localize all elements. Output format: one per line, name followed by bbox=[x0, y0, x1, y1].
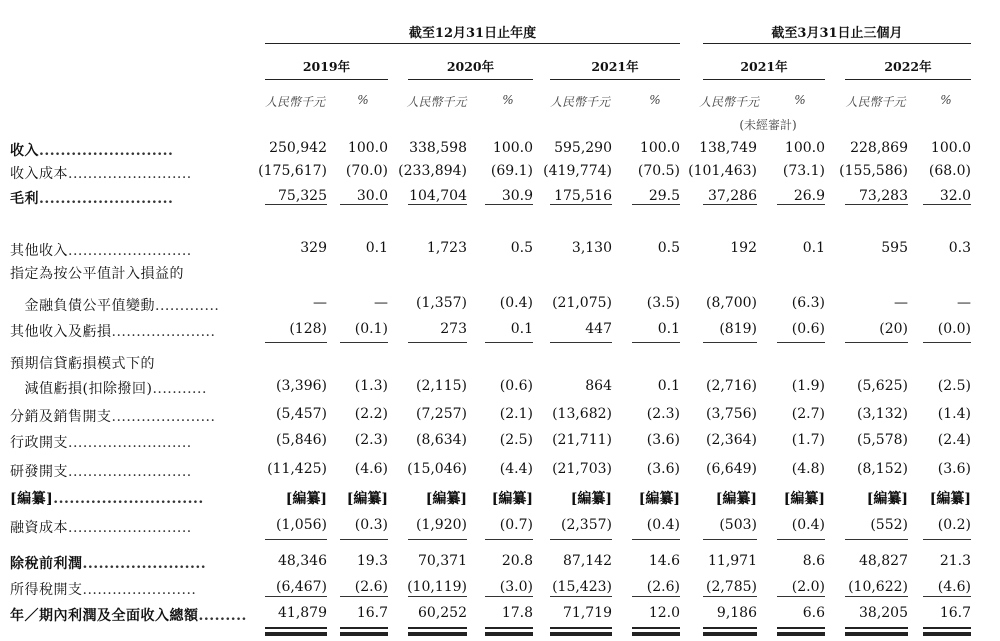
subtotal-rule bbox=[485, 539, 533, 540]
percent-cell: 0.1 bbox=[365, 240, 388, 256]
amount-cell: 595 bbox=[881, 240, 908, 256]
percent-cell: 21.3 bbox=[939, 553, 971, 569]
row-label bbox=[10, 163, 192, 183]
total-double-rule bbox=[550, 627, 612, 636]
percent-cell: 19.3 bbox=[356, 553, 388, 569]
amount-cell: (7,257) bbox=[415, 406, 467, 422]
percent-cell: 12.0 bbox=[648, 605, 680, 621]
amount-cell: 70,371 bbox=[418, 553, 467, 569]
row-label-leader: ..................... bbox=[111, 409, 216, 425]
percent-cell: 30.9 bbox=[501, 188, 533, 204]
unit-pct-label: % bbox=[649, 93, 661, 107]
subtotal-rule bbox=[923, 204, 971, 205]
amount-cell: 338,598 bbox=[409, 140, 467, 156]
amount-cell: — bbox=[313, 295, 327, 311]
percent-cell: 14.6 bbox=[648, 553, 680, 569]
total-double-rule bbox=[703, 627, 757, 636]
unit-rmb-label: 人民幣千元 bbox=[549, 95, 610, 109]
subtotal-rule bbox=[340, 539, 388, 540]
row-label-leader: ....................... bbox=[82, 556, 207, 572]
amount-cell: (20) bbox=[879, 321, 908, 337]
row-label-text: 收入成本 bbox=[10, 166, 68, 182]
row-label-text: 指定為按公平值計入損益的 bbox=[10, 266, 184, 282]
percent-cell: (2.2) bbox=[354, 406, 388, 422]
percent-cell: (0.4) bbox=[646, 517, 680, 533]
subtotal-rule bbox=[550, 596, 612, 597]
year-rule bbox=[265, 79, 388, 80]
amount-cell: 447 bbox=[585, 321, 612, 337]
year-header: 2019年 bbox=[302, 59, 351, 74]
percent-cell: 100.0 bbox=[347, 140, 388, 156]
amount-cell: 48,346 bbox=[278, 553, 327, 569]
amount-cell: (128) bbox=[289, 321, 327, 337]
subtotal-rule bbox=[777, 342, 825, 343]
amount-cell: 60,252 bbox=[418, 605, 467, 621]
percent-cell: [編纂] bbox=[346, 491, 388, 507]
percent-cell: (0.4) bbox=[499, 295, 533, 311]
percent-cell: (0.4) bbox=[791, 517, 825, 533]
percent-cell: 16.7 bbox=[356, 605, 388, 621]
year-rule bbox=[703, 79, 825, 80]
percent-cell: [編纂] bbox=[491, 491, 533, 507]
percent-cell: (2.7) bbox=[791, 406, 825, 422]
year-header: 2021年 bbox=[740, 59, 788, 74]
subtotal-rule bbox=[777, 539, 825, 540]
group-title-quarter: 截至3月31日止三個月 bbox=[771, 26, 903, 41]
year-header: 2020年 bbox=[446, 59, 495, 74]
subtotal-rule bbox=[923, 539, 971, 540]
row-label-text: 除稅前利潤 bbox=[10, 556, 83, 572]
amount-cell: (10,119) bbox=[407, 579, 467, 595]
row-label-leader: ....................... bbox=[82, 582, 197, 598]
amount-cell: (2,357) bbox=[560, 517, 612, 533]
amount-cell: (503) bbox=[719, 517, 757, 533]
amount-cell: (552) bbox=[870, 517, 908, 533]
amount-cell: 11,971 bbox=[708, 553, 757, 569]
total-double-rule bbox=[340, 627, 388, 636]
amount-cell: [編纂] bbox=[425, 491, 467, 507]
percent-cell: 26.9 bbox=[793, 188, 825, 204]
amount-cell: [編纂] bbox=[715, 491, 757, 507]
unit-rmb-label: 人民幣千元 bbox=[264, 95, 325, 109]
percent-cell: (70.5) bbox=[637, 163, 680, 179]
amount-cell: (5,578) bbox=[856, 432, 908, 448]
row-label bbox=[10, 579, 196, 599]
row-label-text: 年／期內利潤及全面收入總額 bbox=[10, 608, 199, 624]
row-label-leader: ......................... bbox=[68, 166, 192, 182]
amount-cell: 41,879 bbox=[278, 605, 327, 621]
amount-cell: (2,785) bbox=[705, 579, 757, 595]
amount-cell: (419,774) bbox=[543, 163, 612, 179]
amount-cell: 273 bbox=[440, 321, 467, 337]
amount-cell: (2,364) bbox=[705, 432, 757, 448]
row-label-text: 其他收入 bbox=[10, 243, 68, 259]
amount-cell: 73,283 bbox=[859, 188, 908, 204]
percent-cell: — bbox=[957, 295, 971, 311]
amount-cell: 329 bbox=[300, 240, 327, 256]
row-label-leader: ......... bbox=[198, 608, 247, 624]
unit-rmb-label: 人民幣千元 bbox=[845, 95, 906, 109]
row-label bbox=[10, 378, 207, 398]
row-label bbox=[10, 353, 155, 373]
percent-cell: (2.1) bbox=[499, 406, 533, 422]
subtotal-rule bbox=[845, 204, 908, 205]
subtotal-rule bbox=[923, 596, 971, 597]
subtotal-rule bbox=[632, 204, 680, 205]
percent-cell: — bbox=[374, 295, 388, 311]
amount-cell: [編纂] bbox=[570, 491, 612, 507]
amount-cell: (21,703) bbox=[552, 461, 612, 477]
percent-cell: (0.1) bbox=[354, 321, 388, 337]
unaudited-note: (未經審計) bbox=[739, 118, 797, 132]
total-double-rule bbox=[408, 627, 467, 636]
percent-cell: (6.3) bbox=[791, 295, 825, 311]
amount-cell: (8,634) bbox=[415, 432, 467, 448]
amount-cell: 104,704 bbox=[409, 188, 467, 204]
subtotal-rule bbox=[408, 342, 467, 343]
amount-cell: (5,457) bbox=[275, 406, 327, 422]
row-label-leader: ......................... bbox=[68, 435, 192, 451]
subtotal-rule bbox=[845, 342, 908, 343]
row-label-leader: ..................... bbox=[111, 324, 216, 340]
row-label-text: 毛利 bbox=[10, 191, 39, 207]
amount-cell: 175,516 bbox=[554, 188, 612, 204]
row-label-text: 收入 bbox=[10, 143, 39, 159]
amount-cell: (101,463) bbox=[688, 163, 757, 179]
percent-cell: [編纂] bbox=[638, 491, 680, 507]
percent-cell: (0.2) bbox=[937, 517, 971, 533]
row-label-leader: ......................... bbox=[39, 143, 174, 159]
amount-cell: (3,132) bbox=[856, 406, 908, 422]
row-label-text: 研發開支 bbox=[10, 464, 68, 480]
total-double-rule bbox=[632, 627, 680, 636]
percent-cell: (1.4) bbox=[937, 406, 971, 422]
year-rule bbox=[408, 79, 533, 80]
amount-cell: (15,423) bbox=[552, 579, 612, 595]
group-rule-quarter bbox=[703, 43, 971, 44]
subtotal-rule bbox=[485, 596, 533, 597]
amount-cell: (1,056) bbox=[275, 517, 327, 533]
amount-cell: 87,142 bbox=[563, 553, 612, 569]
percent-cell: (3.6) bbox=[646, 432, 680, 448]
percent-cell: 100.0 bbox=[784, 140, 825, 156]
amount-cell: 71,719 bbox=[563, 605, 612, 621]
unit-pct-label: % bbox=[794, 93, 806, 107]
row-label bbox=[10, 432, 192, 452]
row-label bbox=[10, 461, 192, 481]
unit-pct-label: % bbox=[502, 93, 514, 107]
percent-cell: (2.6) bbox=[646, 579, 680, 595]
subtotal-rule bbox=[485, 204, 533, 205]
subtotal-rule bbox=[703, 204, 757, 205]
subtotal-rule bbox=[265, 596, 327, 597]
amount-cell: (155,586) bbox=[839, 163, 908, 179]
percent-cell: 17.8 bbox=[501, 605, 533, 621]
row-label bbox=[10, 188, 173, 208]
percent-cell: 20.8 bbox=[501, 553, 533, 569]
subtotal-rule bbox=[703, 342, 757, 343]
percent-cell: 0.3 bbox=[948, 240, 971, 256]
percent-cell: (1.9) bbox=[791, 378, 825, 394]
amount-cell: (819) bbox=[719, 321, 757, 337]
amount-cell: (175,617) bbox=[258, 163, 327, 179]
row-label-leader: ............................ bbox=[53, 491, 204, 507]
percent-cell: 8.6 bbox=[802, 553, 825, 569]
row-label bbox=[10, 553, 206, 573]
percent-cell: (4.8) bbox=[791, 461, 825, 477]
group-rule-annual bbox=[265, 43, 680, 44]
row-label-leader: ............. bbox=[155, 298, 220, 314]
amount-cell: 228,869 bbox=[850, 140, 908, 156]
percent-cell: (2.6) bbox=[354, 579, 388, 595]
subtotal-rule bbox=[340, 342, 388, 343]
amount-cell: (11,425) bbox=[267, 461, 327, 477]
percent-cell: 16.7 bbox=[939, 605, 971, 621]
year-header: 2022年 bbox=[884, 59, 932, 74]
percent-cell: (0.6) bbox=[791, 321, 825, 337]
percent-cell: (4.4) bbox=[499, 461, 533, 477]
row-label bbox=[10, 240, 192, 260]
amount-cell: (21,711) bbox=[552, 432, 612, 448]
row-label bbox=[10, 295, 219, 315]
total-double-rule bbox=[485, 627, 533, 636]
amount-cell: 250,942 bbox=[269, 140, 327, 156]
percent-cell: [編纂] bbox=[929, 491, 971, 507]
subtotal-rule bbox=[340, 596, 388, 597]
subtotal-rule bbox=[632, 539, 680, 540]
amount-cell: (10,622) bbox=[848, 579, 908, 595]
row-label-text: 減值虧損(扣除撥回) bbox=[10, 381, 153, 397]
subtotal-rule bbox=[265, 539, 327, 540]
subtotal-rule bbox=[777, 596, 825, 597]
amount-cell: 595,290 bbox=[554, 140, 612, 156]
row-label bbox=[10, 406, 215, 426]
amount-cell: 38,205 bbox=[859, 605, 908, 621]
subtotal-rule bbox=[632, 342, 680, 343]
amount-cell: 9,186 bbox=[716, 605, 757, 621]
row-label-leader: ......................... bbox=[68, 464, 192, 480]
subtotal-rule bbox=[845, 596, 908, 597]
row-label bbox=[10, 605, 247, 625]
percent-cell: 100.0 bbox=[492, 140, 533, 156]
subtotal-rule bbox=[340, 204, 388, 205]
percent-cell: 0.1 bbox=[657, 378, 680, 394]
amount-cell: (5,846) bbox=[275, 432, 327, 448]
row-label-text: 融資成本 bbox=[10, 520, 68, 536]
percent-cell: (4.6) bbox=[937, 579, 971, 595]
subtotal-rule bbox=[408, 204, 467, 205]
percent-cell: (68.0) bbox=[928, 163, 971, 179]
row-label-leader: ......................... bbox=[68, 243, 192, 259]
subtotal-rule bbox=[265, 204, 327, 205]
percent-cell: (2.4) bbox=[937, 432, 971, 448]
row-label bbox=[10, 517, 192, 537]
amount-cell: 864 bbox=[585, 378, 612, 394]
row-label-text: 金融負債公平值變動 bbox=[10, 298, 155, 314]
total-double-rule bbox=[845, 627, 908, 636]
percent-cell: (2.5) bbox=[499, 432, 533, 448]
amount-cell: (2,716) bbox=[705, 378, 757, 394]
amount-cell: — bbox=[894, 295, 908, 311]
percent-cell: (1.3) bbox=[354, 378, 388, 394]
amount-cell: 138,749 bbox=[699, 140, 757, 156]
row-label-text: 預期信貸虧損模式下的 bbox=[10, 356, 155, 372]
subtotal-rule bbox=[632, 596, 680, 597]
amount-cell: (21,075) bbox=[552, 295, 612, 311]
percent-cell: 0.5 bbox=[657, 240, 680, 256]
amount-cell: (15,046) bbox=[407, 461, 467, 477]
amount-cell: 3,130 bbox=[571, 240, 612, 256]
percent-cell: 0.1 bbox=[510, 321, 533, 337]
percent-cell: 0.5 bbox=[510, 240, 533, 256]
percent-cell: (70.0) bbox=[345, 163, 388, 179]
percent-cell: (4.6) bbox=[354, 461, 388, 477]
percent-cell: (3.6) bbox=[937, 461, 971, 477]
amount-cell: 37,286 bbox=[708, 188, 757, 204]
percent-cell: 100.0 bbox=[930, 140, 971, 156]
amount-cell: (3,756) bbox=[705, 406, 757, 422]
row-label bbox=[10, 321, 215, 341]
row-label-leader: ........... bbox=[152, 381, 207, 397]
row-label-leader: ......................... bbox=[68, 520, 192, 536]
row-label bbox=[10, 140, 173, 160]
percent-cell: (0.6) bbox=[499, 378, 533, 394]
unit-pct-label: % bbox=[357, 93, 369, 107]
amount-cell: 48,827 bbox=[859, 553, 908, 569]
total-double-rule bbox=[265, 627, 327, 636]
subtotal-rule bbox=[485, 342, 533, 343]
unit-pct-label: % bbox=[940, 93, 952, 107]
percent-cell: 30.0 bbox=[356, 188, 388, 204]
subtotal-rule bbox=[703, 539, 757, 540]
amount-cell: (3,396) bbox=[275, 378, 327, 394]
percent-cell: (3.6) bbox=[646, 461, 680, 477]
percent-cell: (2.3) bbox=[354, 432, 388, 448]
year-rule bbox=[550, 79, 680, 80]
unit-rmb-label: 人民幣千元 bbox=[406, 95, 467, 109]
percent-cell: (3.0) bbox=[499, 579, 533, 595]
percent-cell: (73.1) bbox=[782, 163, 825, 179]
year-header: 2021年 bbox=[591, 59, 639, 74]
subtotal-rule bbox=[845, 539, 908, 540]
percent-cell: 6.6 bbox=[802, 605, 825, 621]
amount-cell: (6,467) bbox=[275, 579, 327, 595]
row-label-text: 行政開支 bbox=[10, 435, 68, 451]
unit-rmb-label: 人民幣千元 bbox=[698, 95, 759, 109]
percent-cell: [編纂] bbox=[783, 491, 825, 507]
row-label-text: 其他收入及虧損 bbox=[10, 324, 112, 340]
total-double-rule bbox=[923, 627, 971, 636]
subtotal-rule bbox=[550, 204, 612, 205]
percent-cell: 29.5 bbox=[648, 188, 680, 204]
amount-cell: (13,682) bbox=[552, 406, 612, 422]
subtotal-rule bbox=[550, 342, 612, 343]
percent-cell: (0.3) bbox=[354, 517, 388, 533]
row-label bbox=[10, 488, 204, 508]
percent-cell: (2.3) bbox=[646, 406, 680, 422]
percent-cell: 0.1 bbox=[802, 240, 825, 256]
subtotal-rule bbox=[923, 342, 971, 343]
amount-cell: (8,700) bbox=[705, 295, 757, 311]
group-title-annual: 截至12月31日止年度 bbox=[408, 26, 537, 41]
row-label-leader: ......................... bbox=[39, 191, 174, 207]
amount-cell: (1,357) bbox=[415, 295, 467, 311]
percent-cell: (1.7) bbox=[791, 432, 825, 448]
percent-cell: (69.1) bbox=[490, 163, 533, 179]
subtotal-rule bbox=[703, 596, 757, 597]
amount-cell: (5,625) bbox=[856, 378, 908, 394]
percent-cell: (2.5) bbox=[937, 378, 971, 394]
percent-cell: (2.0) bbox=[791, 579, 825, 595]
amount-cell: (2,115) bbox=[415, 378, 467, 394]
subtotal-rule bbox=[265, 342, 327, 343]
amount-cell: (233,894) bbox=[398, 163, 467, 179]
amount-cell: [編纂] bbox=[285, 491, 327, 507]
subtotal-rule bbox=[550, 539, 612, 540]
percent-cell: (0.0) bbox=[937, 321, 971, 337]
percent-cell: (3.5) bbox=[646, 295, 680, 311]
subtotal-rule bbox=[777, 204, 825, 205]
percent-cell: 100.0 bbox=[639, 140, 680, 156]
amount-cell: 192 bbox=[730, 240, 757, 256]
amount-cell: (8,152) bbox=[856, 461, 908, 477]
total-double-rule bbox=[777, 627, 825, 636]
subtotal-rule bbox=[408, 539, 467, 540]
percent-cell: 0.1 bbox=[657, 321, 680, 337]
row-label-text: 分銷及銷售開支 bbox=[10, 409, 112, 425]
percent-cell: 32.0 bbox=[939, 188, 971, 204]
percent-cell: (0.7) bbox=[499, 517, 533, 533]
row-label bbox=[10, 263, 184, 283]
year-rule bbox=[845, 79, 971, 80]
row-label-text: 所得稅開支 bbox=[10, 582, 83, 598]
amount-cell: (6,649) bbox=[705, 461, 757, 477]
amount-cell: 75,325 bbox=[278, 188, 327, 204]
row-label-text: [編纂] bbox=[10, 491, 54, 507]
amount-cell: [編纂] bbox=[866, 491, 908, 507]
subtotal-rule bbox=[408, 596, 467, 597]
amount-cell: 1,723 bbox=[426, 240, 467, 256]
amount-cell: (1,920) bbox=[415, 517, 467, 533]
